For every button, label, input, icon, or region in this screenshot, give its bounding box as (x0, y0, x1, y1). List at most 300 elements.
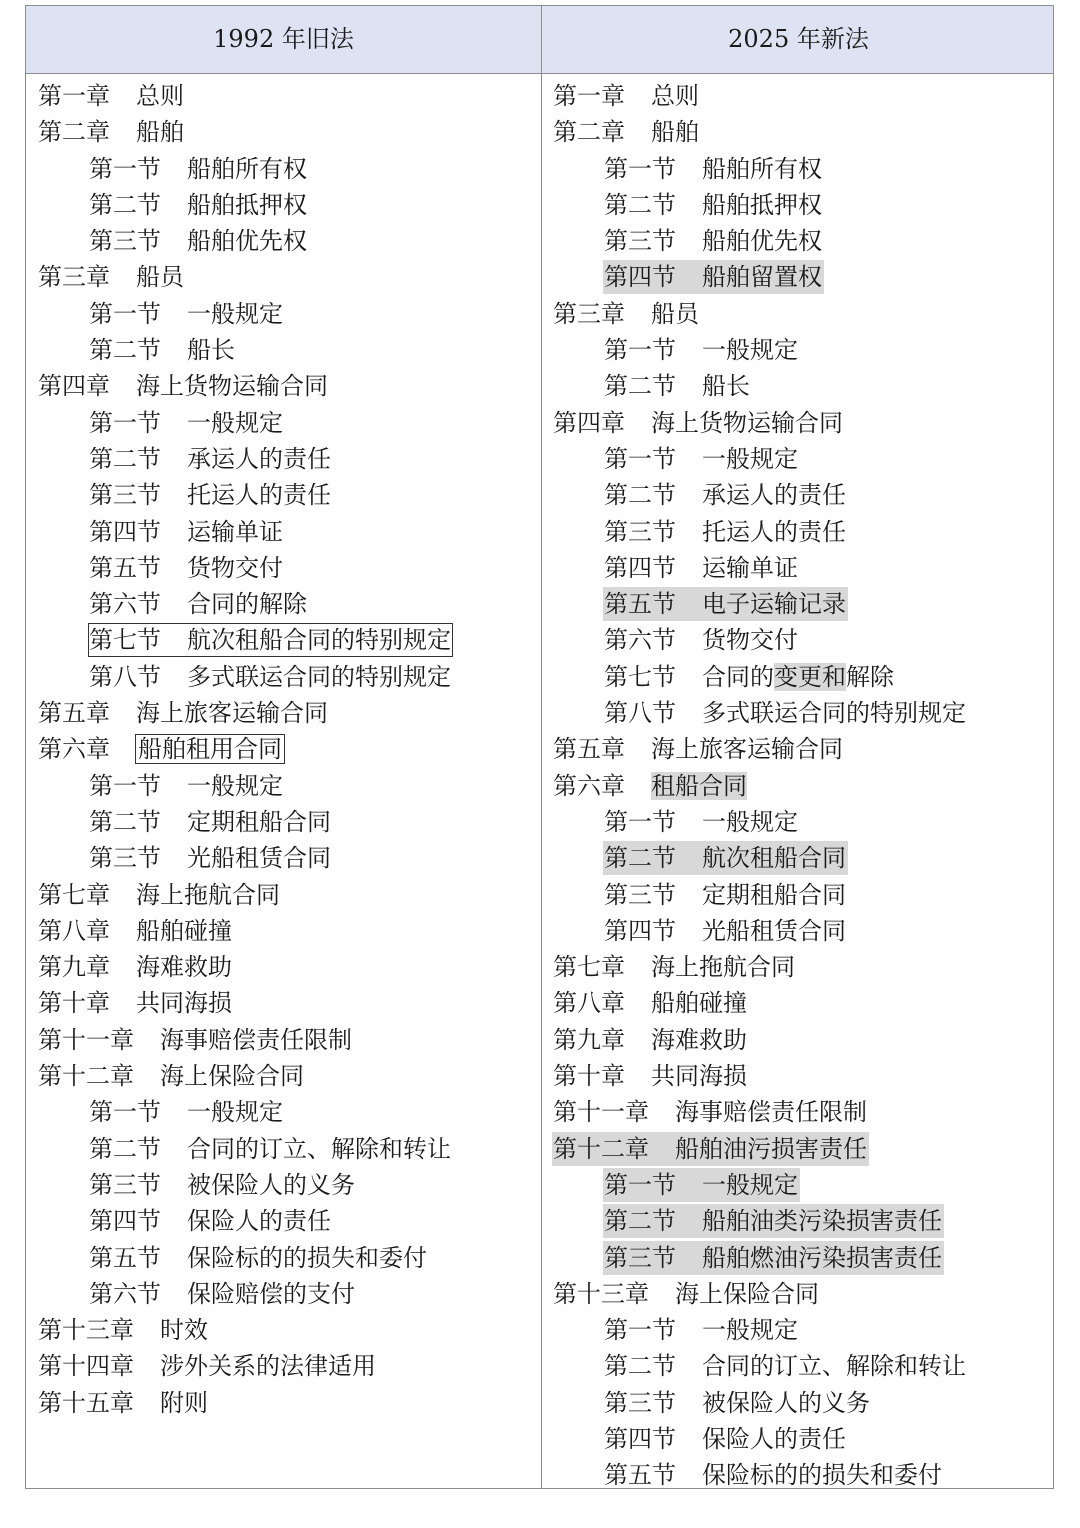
chapter-title: 船员 (136, 263, 184, 292)
chapter-row (552, 1131, 1047, 1167)
section-title: 被保险人的义务 (702, 1388, 870, 1417)
section-number: 第六节 (89, 1279, 161, 1308)
chapter-row (37, 259, 532, 295)
section-entry (603, 369, 752, 403)
section-row (552, 187, 1047, 223)
section-entry (88, 152, 309, 186)
chapter-title: 时效 (160, 1316, 208, 1345)
chapter-title: 海上旅客运输合同 (136, 699, 328, 728)
section-entry (88, 188, 309, 222)
section-number: 第一节 (89, 408, 161, 437)
section-row (37, 1131, 532, 1167)
chapter-title: 涉外关系的法律适用 (160, 1352, 376, 1381)
chapter-row (37, 877, 532, 913)
section-row (37, 514, 532, 550)
section-title: 保险标的的损失和委付 (702, 1461, 942, 1490)
section-title: 电子运输记录 (702, 590, 846, 619)
section-number: 第二节 (604, 481, 676, 510)
chapter-number: 第七章 (553, 953, 625, 982)
chapter-title: 船舶 (651, 118, 699, 147)
chapter-entry (552, 1132, 869, 1166)
section-number: 第三节 (89, 1170, 161, 1199)
section-number: 第一节 (604, 1316, 676, 1345)
section-number: 第六节 (604, 626, 676, 655)
section-entry (603, 551, 800, 585)
chapter-entry (37, 79, 186, 113)
section-number: 第一节 (604, 807, 676, 836)
chapter-title: 总则 (136, 82, 184, 110)
section-title: 一般规定 (187, 408, 283, 437)
section-title: 承运人的责任 (187, 444, 331, 473)
section-row (552, 586, 1047, 622)
section-entry (603, 914, 848, 948)
section-title: 一般规定 (187, 1098, 283, 1127)
section-row (552, 441, 1047, 477)
chapter-number: 第十三章 (38, 1316, 134, 1345)
section-number: 第一节 (89, 771, 161, 800)
column-divider (541, 6, 542, 1488)
table-header (26, 6, 1053, 74)
section-row (552, 840, 1047, 876)
section-row (37, 659, 532, 695)
chapter-entry (37, 914, 234, 948)
section-row (37, 840, 532, 876)
section-entry (88, 406, 285, 440)
section-title: 船舶优先权 (702, 227, 822, 256)
section-title: 船舶所有权 (702, 154, 822, 183)
chapter-row (552, 78, 1047, 114)
section-entry (603, 587, 848, 621)
chapter-number: 第十三章 (553, 1279, 649, 1308)
section-row (552, 695, 1047, 731)
chapter-entry (552, 1095, 869, 1129)
chapter-number: 第八章 (38, 916, 110, 945)
chapter-entry (37, 1023, 354, 1057)
section-number: 第三节 (89, 227, 161, 256)
section-entry (88, 551, 285, 585)
section-number: 第五节 (604, 1461, 676, 1490)
old-law-column (37, 78, 532, 1421)
chapter-row (552, 1276, 1047, 1312)
chapter-number: 第七章 (38, 880, 110, 909)
chapter-row (552, 768, 1047, 804)
chapter-row (552, 1094, 1047, 1130)
section-entry (603, 1349, 968, 1383)
chapter-entry (37, 1059, 306, 1093)
section-number: 第六节 (89, 590, 161, 619)
section-row (552, 368, 1047, 404)
chapter-entry (37, 1386, 210, 1420)
section-title: 被保险人的义务 (187, 1170, 355, 1199)
section-number: 第一节 (89, 1098, 161, 1127)
chapter-row (552, 296, 1047, 332)
chapter-row (37, 695, 532, 731)
section-title: 多式联运合同的特别规定 (702, 699, 966, 728)
section-entry (88, 805, 333, 839)
section-entry (603, 1168, 800, 1202)
section-title: 保险赔偿的支付 (187, 1279, 355, 1308)
section-row (37, 1203, 532, 1239)
section-row (552, 151, 1047, 187)
chapter-title: 总则 (651, 82, 699, 110)
chapter-number: 第五章 (553, 735, 625, 764)
chapter-entry (37, 732, 286, 766)
section-entry (88, 587, 309, 621)
header-new-law: 2025 年新法 (728, 25, 869, 53)
section-entry (603, 841, 848, 875)
chapter-number: 第三章 (38, 263, 110, 292)
section-number: 第二节 (89, 1134, 161, 1163)
section-row (37, 1240, 532, 1276)
section-number: 第三节 (604, 1243, 676, 1272)
section-title: 托运人的责任 (187, 481, 331, 510)
section-row (37, 1167, 532, 1203)
section-entry (88, 1204, 333, 1238)
chapter-title: 共同海损 (136, 989, 232, 1018)
section-number: 第三节 (89, 844, 161, 873)
chapter-title: 船舶 (136, 118, 184, 147)
chapter-entry (552, 950, 797, 984)
chapter-title: 海上拖航合同 (651, 953, 795, 982)
section-title: 一般规定 (702, 807, 798, 836)
chapter-title: 海上货物运输合同 (651, 408, 843, 437)
section-title: 定期租船合同 (702, 880, 846, 909)
section-entry (88, 1168, 357, 1202)
chapter-entry (37, 878, 282, 912)
section-number: 第四节 (604, 1424, 676, 1453)
chapter-entry (37, 986, 234, 1020)
section-title: 合同的解除 (187, 590, 307, 619)
chapter-title: 船舶碰撞 (651, 989, 747, 1018)
section-row (37, 296, 532, 332)
chapter-title: 海难救助 (136, 953, 232, 982)
section-entry (603, 660, 896, 694)
chapter-entry (552, 1059, 749, 1093)
section-entry (88, 1241, 429, 1275)
chapter-entry (37, 950, 234, 984)
chapter-number: 第五章 (38, 699, 110, 728)
section-row (552, 1167, 1047, 1203)
section-title: 航次租船合同 (702, 844, 846, 873)
section-number: 第二节 (604, 844, 676, 873)
chapter-number: 第十四章 (38, 1352, 134, 1381)
section-row (552, 659, 1047, 695)
section-row (37, 586, 532, 622)
chapter-row (37, 949, 532, 985)
title-text: 解除 (846, 662, 894, 691)
section-title: 合同的订立、解除和转让 (187, 1134, 451, 1163)
chapter-number: 第九章 (38, 953, 110, 982)
chapter-entry (552, 115, 701, 149)
section-title: 船舶抵押权 (187, 190, 307, 219)
section-number: 第二节 (89, 444, 161, 473)
section-row (37, 151, 532, 187)
section-entry (88, 623, 453, 657)
section-title: 船舶所有权 (187, 154, 307, 183)
chapter-row (552, 731, 1047, 767)
chapter-entry (552, 79, 701, 113)
chapter-row (37, 1058, 532, 1094)
section-entry (603, 333, 800, 367)
section-row (37, 1276, 532, 1312)
section-title: 一般规定 (702, 444, 798, 473)
section-entry (88, 515, 285, 549)
chapter-entry (37, 1313, 210, 1347)
section-title: 船舶油类污染损害责任 (702, 1207, 942, 1236)
chapter-number: 第十一章 (553, 1098, 649, 1127)
section-entry (88, 769, 285, 803)
section-title: 船舶抵押权 (702, 190, 822, 219)
chapter-row (37, 1312, 532, 1348)
chapter-number: 第六章 (553, 771, 625, 800)
chapter-entry (37, 115, 186, 149)
new-law-column (552, 78, 1047, 1494)
section-entry (603, 478, 848, 512)
chapter-entry (552, 1277, 821, 1311)
chapter-number: 第四章 (553, 408, 625, 437)
section-title: 保险人的责任 (702, 1424, 846, 1453)
section-title: 多式联运合同的特别规定 (187, 662, 451, 691)
section-entry (603, 623, 800, 657)
section-title: 运输单证 (187, 517, 283, 546)
chapter-number: 第十五章 (38, 1388, 134, 1417)
chapter-entry (552, 986, 749, 1020)
chapter-title: 海上保险合同 (160, 1062, 304, 1091)
section-row (552, 223, 1047, 259)
section-row (552, 550, 1047, 586)
section-number: 第一节 (604, 1170, 676, 1199)
chapter-number: 第一章 (38, 82, 110, 110)
section-number: 第三节 (604, 517, 676, 546)
section-number: 第三节 (604, 227, 676, 256)
section-number: 第二节 (604, 372, 676, 401)
section-row (37, 332, 532, 368)
chapter-number: 第九章 (553, 1025, 625, 1054)
section-title: 保险人的责任 (187, 1207, 331, 1236)
chapter-number: 第三章 (553, 299, 625, 328)
chapter-entry (552, 1023, 749, 1057)
section-row (552, 1348, 1047, 1384)
section-number: 第二节 (89, 807, 161, 836)
chapter-title: 船舶租用合同 (138, 735, 282, 764)
section-entry (603, 1458, 944, 1492)
chapter-row (37, 1385, 532, 1421)
section-number: 第一节 (89, 299, 161, 328)
section-number: 第八节 (604, 699, 676, 728)
chapter-number: 第六章 (38, 735, 110, 764)
section-title: 运输单证 (702, 553, 798, 582)
header-old-law: 1992 年旧法 (213, 25, 354, 53)
chapter-row (552, 1058, 1047, 1094)
chapter-number: 第十二章 (553, 1134, 649, 1163)
section-entry (603, 696, 968, 730)
section-entry (88, 1277, 357, 1311)
chapter-entry (552, 297, 701, 331)
section-entry (603, 878, 848, 912)
section-row (37, 1094, 532, 1130)
section-title: 定期租船合同 (187, 807, 331, 836)
section-entry (88, 224, 309, 258)
section-entry (88, 442, 333, 476)
section-number: 第四节 (604, 553, 676, 582)
section-title: 一般规定 (702, 1316, 798, 1345)
section-title: 航次租船合同的特别规定 (187, 626, 451, 655)
section-number: 第二节 (604, 1352, 676, 1381)
section-number: 第二节 (604, 1207, 676, 1236)
chapter-title: 附则 (160, 1388, 208, 1417)
chapter-title: 海上货物运输合同 (136, 372, 328, 401)
chapter-row (552, 985, 1047, 1021)
section-title: 一般规定 (702, 1170, 798, 1199)
section-row (552, 332, 1047, 368)
section-number: 第二节 (89, 336, 161, 365)
section-title: 船舶优先权 (187, 227, 307, 256)
section-row (37, 405, 532, 441)
section-title: 保险标的的损失和委付 (187, 1243, 427, 1272)
section-entry (603, 1241, 944, 1275)
section-entry (88, 478, 333, 512)
chapter-number: 第十一章 (38, 1025, 134, 1054)
section-entry (603, 224, 824, 258)
comparison-table (25, 5, 1054, 1489)
section-row (552, 1385, 1047, 1421)
section-number: 第二节 (89, 190, 161, 219)
section-title: 光船租赁合同 (187, 844, 331, 873)
chapter-title: 海事赔偿责任限制 (675, 1098, 867, 1127)
chapter-row (552, 949, 1047, 985)
chapter-title: 船舶油污损害责任 (675, 1134, 867, 1163)
section-row (37, 477, 532, 513)
chapter-row (37, 985, 532, 1021)
chapter-row (37, 1022, 532, 1058)
section-row (37, 187, 532, 223)
section-number: 第七节 (89, 626, 161, 655)
chapter-title: 海上旅客运输合同 (651, 735, 843, 764)
chapter-entry (552, 769, 749, 803)
chapter-title: 海上拖航合同 (136, 880, 280, 909)
section-number: 第五节 (604, 590, 676, 619)
section-row (552, 804, 1047, 840)
section-title: 一般规定 (187, 299, 283, 328)
section-number: 第三节 (604, 1388, 676, 1417)
section-entry (88, 1132, 453, 1166)
section-row (552, 1312, 1047, 1348)
chapter-title: 共同海损 (651, 1062, 747, 1091)
section-row (552, 514, 1047, 550)
section-row (552, 259, 1047, 295)
section-row (552, 622, 1047, 658)
section-entry (603, 188, 824, 222)
chapter-row (37, 913, 532, 949)
section-number: 第一节 (604, 444, 676, 473)
section-entry (88, 333, 237, 367)
chapter-row (552, 1022, 1047, 1058)
section-title: 托运人的责任 (702, 517, 846, 546)
chapter-number: 第一章 (553, 82, 625, 110)
section-row (37, 441, 532, 477)
section-title: 货物交付 (187, 553, 283, 582)
section-row (552, 1203, 1047, 1239)
section-title: 一般规定 (187, 771, 283, 800)
section-row (37, 622, 532, 658)
chapter-row (37, 731, 532, 767)
section-row (552, 1240, 1047, 1276)
section-title: 承运人的责任 (702, 481, 846, 510)
chapter-row (37, 114, 532, 150)
section-number: 第一节 (604, 154, 676, 183)
chapter-title: 船员 (651, 299, 699, 328)
chapter-entry (37, 1349, 378, 1383)
section-title: 船长 (702, 372, 750, 401)
section-title: 光船租赁合同 (702, 916, 846, 945)
section-row (37, 223, 532, 259)
chapter-number: 第十章 (553, 1062, 625, 1091)
section-row (552, 913, 1047, 949)
chapter-row (37, 368, 532, 404)
section-row (37, 550, 532, 586)
section-entry (603, 260, 824, 294)
chapter-row (37, 78, 532, 114)
section-entry (603, 1204, 944, 1238)
section-number: 第三节 (89, 481, 161, 510)
section-row (37, 768, 532, 804)
section-row (552, 477, 1047, 513)
section-entry (88, 297, 285, 331)
chapter-number: 第二章 (553, 118, 625, 147)
section-entry (603, 1313, 800, 1347)
chapter-title: 海事赔偿责任限制 (160, 1025, 352, 1054)
chapter-number: 第十章 (38, 989, 110, 1018)
chapter-entry (37, 369, 330, 403)
section-entry (603, 152, 824, 186)
section-entry (88, 841, 333, 875)
section-number: 第七节 (604, 662, 676, 691)
section-number: 第四节 (89, 517, 161, 546)
section-number: 第一节 (89, 154, 161, 183)
section-number: 第三节 (604, 880, 676, 909)
section-number: 第一节 (604, 336, 676, 365)
chapter-title: 租船合同 (651, 771, 747, 800)
changed-text-highlight: 变更和 (774, 662, 846, 691)
section-title: 一般规定 (702, 336, 798, 365)
section-entry (603, 1422, 848, 1456)
section-entry (603, 442, 800, 476)
section-entry (603, 515, 848, 549)
chapter-entry (37, 696, 330, 730)
title-text: 合同的 (702, 662, 774, 691)
chapter-title: 船舶碰撞 (136, 916, 232, 945)
section-title: 船舶留置权 (702, 263, 822, 292)
section-entry (603, 805, 800, 839)
section-row (37, 804, 532, 840)
section-number: 第四节 (604, 916, 676, 945)
section-row (552, 1457, 1047, 1493)
section-number: 第八节 (89, 662, 161, 691)
section-number: 第四节 (604, 263, 676, 292)
chapter-row (552, 405, 1047, 441)
chapter-entry (552, 406, 845, 440)
section-title: 船长 (187, 336, 235, 365)
chapter-entry (37, 260, 186, 294)
section-entry (603, 1386, 872, 1420)
section-row (552, 877, 1047, 913)
chapter-row (37, 1348, 532, 1384)
chapter-number: 第八章 (553, 989, 625, 1018)
section-number: 第二节 (604, 190, 676, 219)
chapter-row (552, 114, 1047, 150)
section-number: 第五节 (89, 1243, 161, 1272)
section-title: 船舶燃油污染损害责任 (702, 1243, 942, 1272)
